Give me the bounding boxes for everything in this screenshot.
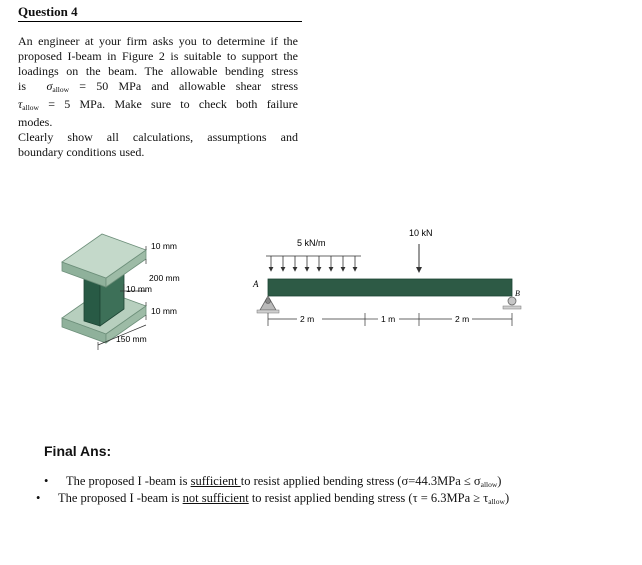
point-load-label: 10 kN <box>409 228 433 238</box>
dim-web-thickness: 10 mm <box>126 284 152 294</box>
pin-support-a <box>257 296 279 313</box>
problem-text: = 50 MPa and allowable shear stress <box>79 79 299 93</box>
support-a-label: A <box>253 279 259 289</box>
answer-text: The proposed I -beam is <box>58 491 183 505</box>
problem-line: modes. <box>18 115 53 129</box>
problem-text: is <box>18 79 27 93</box>
problem-text: = 5 MPa. Make sure to check both failure <box>48 97 299 111</box>
problem-line: An engineer at your firm asks you to determine if the <box>18 34 298 48</box>
bullet: • <box>44 474 49 488</box>
distributed-load-label: 5 kN/m <box>297 238 326 248</box>
problem-line: proposed I-beam in Figure 2 is suitable to support the <box>18 49 298 63</box>
bullet: • <box>36 491 41 505</box>
problem-line: loadings on the beam. The allowable bending stress <box>18 64 298 78</box>
span1-label: 2 m <box>300 314 315 324</box>
answer-text: to resist applied bending stress (σ=44.3MPa ≤ σ <box>240 474 481 488</box>
final-answer-heading: Final Ans: <box>44 443 112 459</box>
distributed-load <box>266 256 361 271</box>
allow-subscript: allow <box>480 480 498 489</box>
answer-text: ) <box>497 474 502 488</box>
answer-text: The proposed I -beam is <box>66 474 191 488</box>
dim-flange-thickness: 10 mm <box>151 241 177 251</box>
allow-subscript: allow <box>488 497 505 506</box>
beam <box>268 279 512 296</box>
problem-line: boundary conditions used. <box>18 145 145 159</box>
span3-label: 2 m <box>455 314 470 324</box>
answer-keyword: sufficient <box>190 474 241 488</box>
sigma-symbol: σ <box>46 79 53 93</box>
support-b-label: B <box>515 289 520 298</box>
dim-bottom-flange: 10 mm <box>151 306 177 316</box>
answer-text: ) <box>504 491 510 505</box>
allow-subscript: allow <box>52 85 70 94</box>
roller-support-b <box>503 297 521 309</box>
question-title: Question 4 <box>18 4 302 22</box>
answer-text: to resist applied bending stress (τ = 6.3MPa ≥ τ <box>248 491 489 505</box>
problem-line: Clearly show all calculations, assumptions and <box>18 130 298 144</box>
dim-web-height: 200 mm <box>149 273 180 283</box>
span2-label: 1 m <box>381 314 396 324</box>
answer-2 <box>36 491 509 506</box>
allow-subscript: allow <box>22 103 39 112</box>
tau-symbol: τ <box>18 97 23 111</box>
dim-section-width: 150 mm <box>116 334 147 344</box>
answer-keyword: not sufficient <box>182 491 249 505</box>
answer-1 <box>44 474 501 489</box>
